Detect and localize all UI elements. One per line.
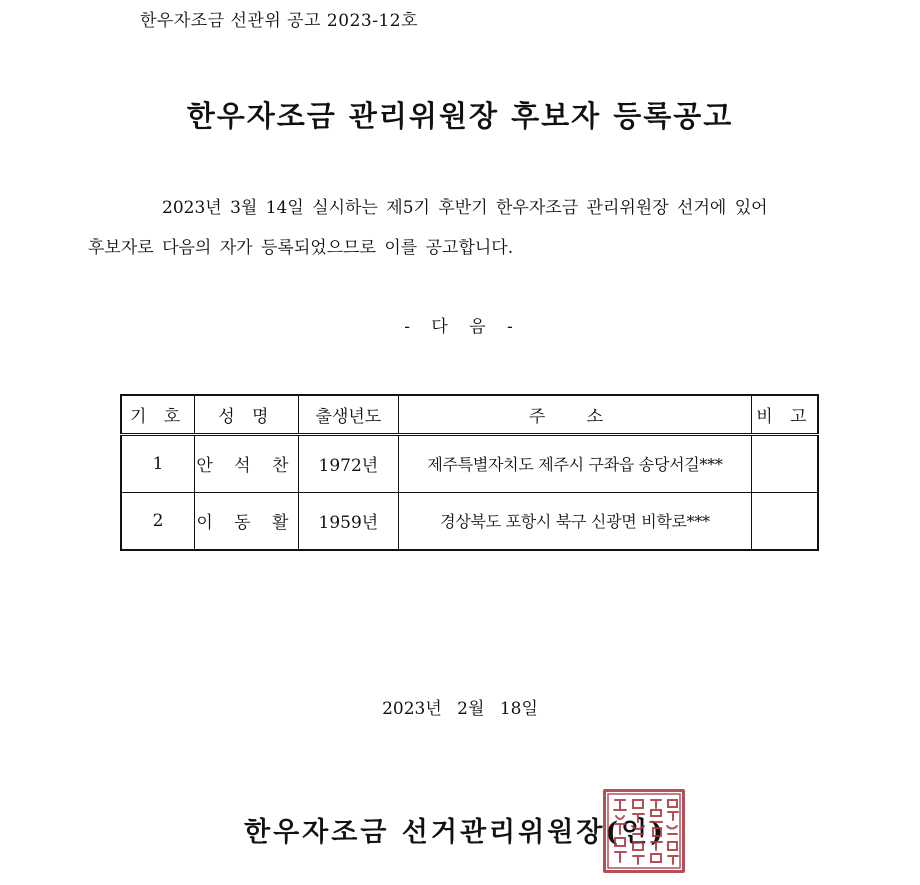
announcement-date: 2023년 2월 18일	[382, 699, 538, 719]
header-address: 주 소	[399, 395, 752, 434]
header-name: 성 명	[195, 395, 298, 434]
candidate-note	[751, 434, 818, 492]
candidate-name: 이 동 활	[195, 492, 298, 550]
header-birth-year: 출생년도	[298, 395, 399, 434]
candidate-birth-year: 1972년	[298, 434, 399, 492]
official-seal-icon	[603, 789, 685, 873]
candidate-birth-year: 1959년	[298, 492, 399, 550]
candidate-number: 2	[121, 492, 195, 550]
body-line-1: 2023년 3월 14일 실시하는 제5기 후반기 한우자조금 관리위원장 선거에 있어	[162, 198, 768, 218]
header-note: 비 고	[751, 395, 818, 434]
signatory-title: 한우자조금 선거관리위원장	[244, 817, 606, 848]
table-header-row	[121, 395, 818, 434]
candidate-note	[751, 492, 818, 550]
candidate-name: 안 석 찬	[195, 434, 298, 492]
seal-pattern	[606, 792, 682, 870]
seal-mark: (인)	[605, 817, 667, 848]
table-row	[121, 492, 818, 550]
notice-heading: - 다 음 -	[404, 317, 516, 337]
document-title: 한우자조금 관리위원장 후보자 등록공고	[186, 99, 734, 133]
table-row	[121, 434, 818, 492]
candidate-address: 제주특별자치도 제주시 구좌읍 송당서길***	[399, 434, 752, 492]
header-number: 기 호	[121, 395, 195, 434]
candidate-address: 경상북도 포항시 북구 신광면 비학로***	[399, 492, 752, 550]
announcement-body	[88, 188, 830, 268]
candidate-number: 1	[121, 434, 195, 492]
document-number: 한우자조금 선관위 공고 2023-12호	[140, 11, 418, 31]
candidate-table	[120, 394, 819, 551]
body-line-2: 후보자로 다음의 자가 등록되었으므로 이를 공고합니다.	[88, 238, 514, 258]
